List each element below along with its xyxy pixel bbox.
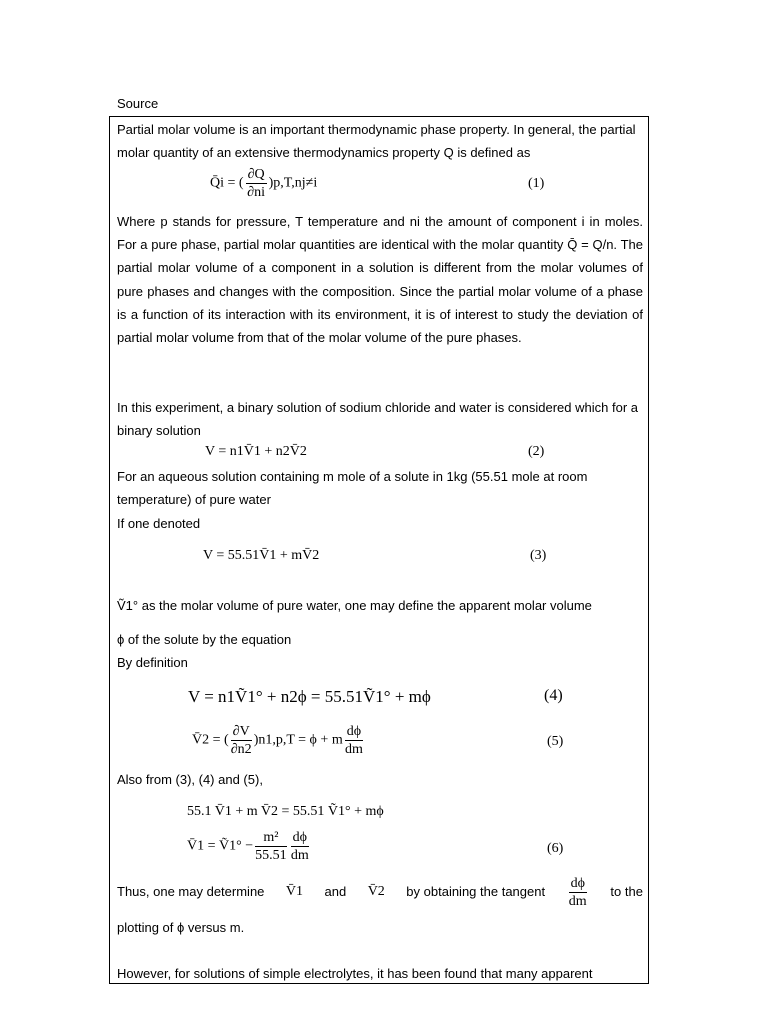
equation-6b: V̄1 = Ṽ1° − $\frac{\text{m²}}{55.51}$ $\frac{d\phi}{dm}$ <box>187 830 309 863</box>
equation-2-number: (2) <box>528 444 545 459</box>
intro-paragraph: Partial molar volume is an important thermodynamic phase property. In general, the partial molar quantity of an extensive thermodynamics property Q is defined as <box>117 122 636 161</box>
molar-volume-line: Ṽ1° as the molar volume of pure water, one may define the apparent molar volume <box>117 598 592 613</box>
also-from-line: Also from (3), (4) and (5), <box>117 772 263 787</box>
equation-5: V̄2 = ( $\frac{\partial V}{\partial n2}$ )n1,p,T = ϕ + m $\frac{d\phi}{dm}$ <box>192 724 363 757</box>
equation-3-number: (3) <box>530 548 547 563</box>
equation-6a: 55.1 V̄1 + m V̄2 = 55.51 Ṽ1° + mϕ <box>187 804 384 819</box>
equation-4: V = n1Ṽ1° + n2ϕ = 55.51Ṽ1° + mϕ <box>188 687 431 706</box>
experiment-paragraph: In this experiment, a binary solution of sodium chloride and water is considered which for a binary solution <box>117 400 638 439</box>
source-text-box <box>109 116 649 984</box>
equation-1: Q̄i = ( $\frac{\partial Q}{\partial ni}$ )p,T,nj≠i <box>210 167 318 200</box>
definition-paragraph: Where p stands for pressure, T temperature and ni the amount of component i in moles. For a pure phase, partial molar quantities are identical with the molar quantity Q̄ = Q/n. The partial molar volume of a component in a solution is different from the molar volumes of pure phases and changes with the composition. Since the partial molar volume of a phase is a function of its interaction with its environment, it is of interest to study the deviation of partial molar volume from that of the molar volume of the pure phases. <box>117 214 643 346</box>
equation-5-number: (5) <box>547 734 564 749</box>
equation-2: V = n1V̄1 + n2V̄2 <box>205 444 307 459</box>
electrolytes-line: However, for solutions of simple electrolytes, it has been found that many apparent <box>117 966 593 981</box>
if-denoted-line: If one denoted <box>117 516 201 531</box>
aqueous-paragraph: For an aqueous solution containing m mole of a solute in 1kg (55.51 mole at room temperature) of pure water <box>117 469 588 508</box>
plotting-line: plotting of ϕ versus m. <box>117 920 245 935</box>
by-definition-line: By definition <box>117 655 188 670</box>
equation-3: V = 55.51V̄1 + mV̄2 <box>203 548 320 563</box>
equation-4-number: (4) <box>544 687 563 704</box>
equation-1-number: (1) <box>528 176 545 191</box>
tangent-line: Thus, one may determine V̄1 and V̄2 by obtaining the tangent $\frac{d\phi}{dm}$ to the <box>117 875 643 909</box>
equation-6-number: (6) <box>547 841 564 856</box>
source-label: Source <box>117 96 159 111</box>
apparent-volume-line: ϕ of the solute by the equation <box>117 632 292 647</box>
